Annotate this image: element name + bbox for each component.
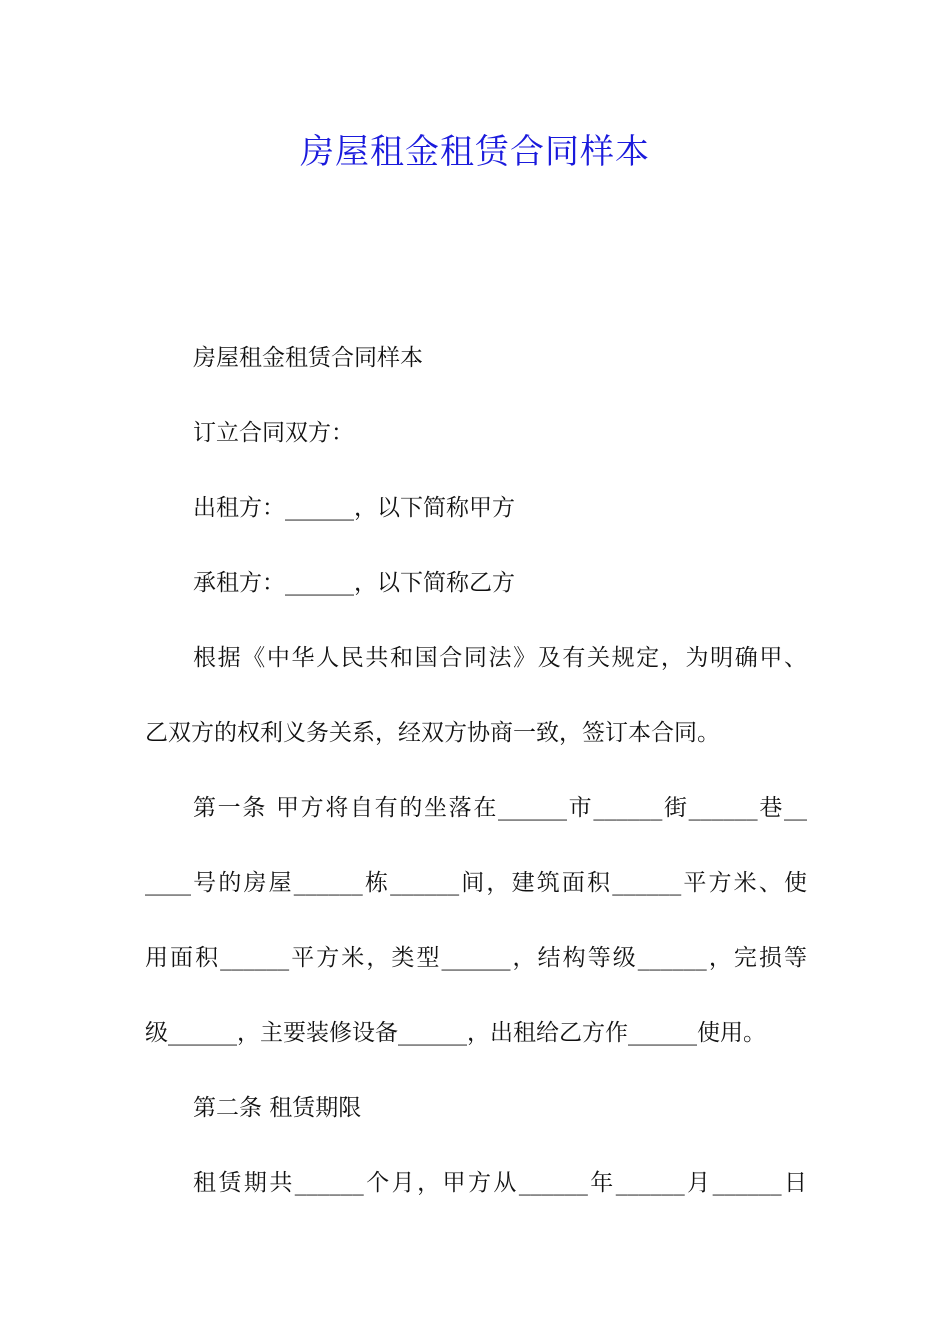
body-line-article2-1: 租赁期共______个月，甲方从______年______月______日 [193, 1170, 807, 1196]
body-line-parties: 订立合同双方： [193, 420, 354, 446]
document-title: 房屋租金租赁合同样本 [300, 132, 650, 172]
body-line-article1-4: 级______，主要装修设备______，出租给乙方作______使用。 [145, 1020, 766, 1046]
body-line-lessee: 承租方：______，以下简称乙方 [193, 570, 515, 596]
body-line-preamble-1: 根据《中华人民共和国合同法》及有关规定，为明确甲、 [193, 645, 807, 671]
body-line-article1-1: 第一条 甲方将自有的坐落在______市______街______巷__ [193, 795, 807, 821]
body-line-lessor: 出租方：______，以下简称甲方 [193, 495, 515, 521]
body-line-article1-3: 用面积______平方米，类型______，结构等级______，完损等 [145, 945, 807, 971]
body-line-article1-2: ____号的房屋______栋______间，建筑面积______平方米、使 [145, 870, 807, 896]
body-line-heading: 房屋租金租赁合同样本 [193, 345, 423, 371]
body-line-article2-heading: 第二条 租赁期限 [193, 1095, 362, 1121]
body-line-preamble-2: 乙双方的权利义务关系，经双方协商一致，签订本合同。 [145, 720, 720, 746]
